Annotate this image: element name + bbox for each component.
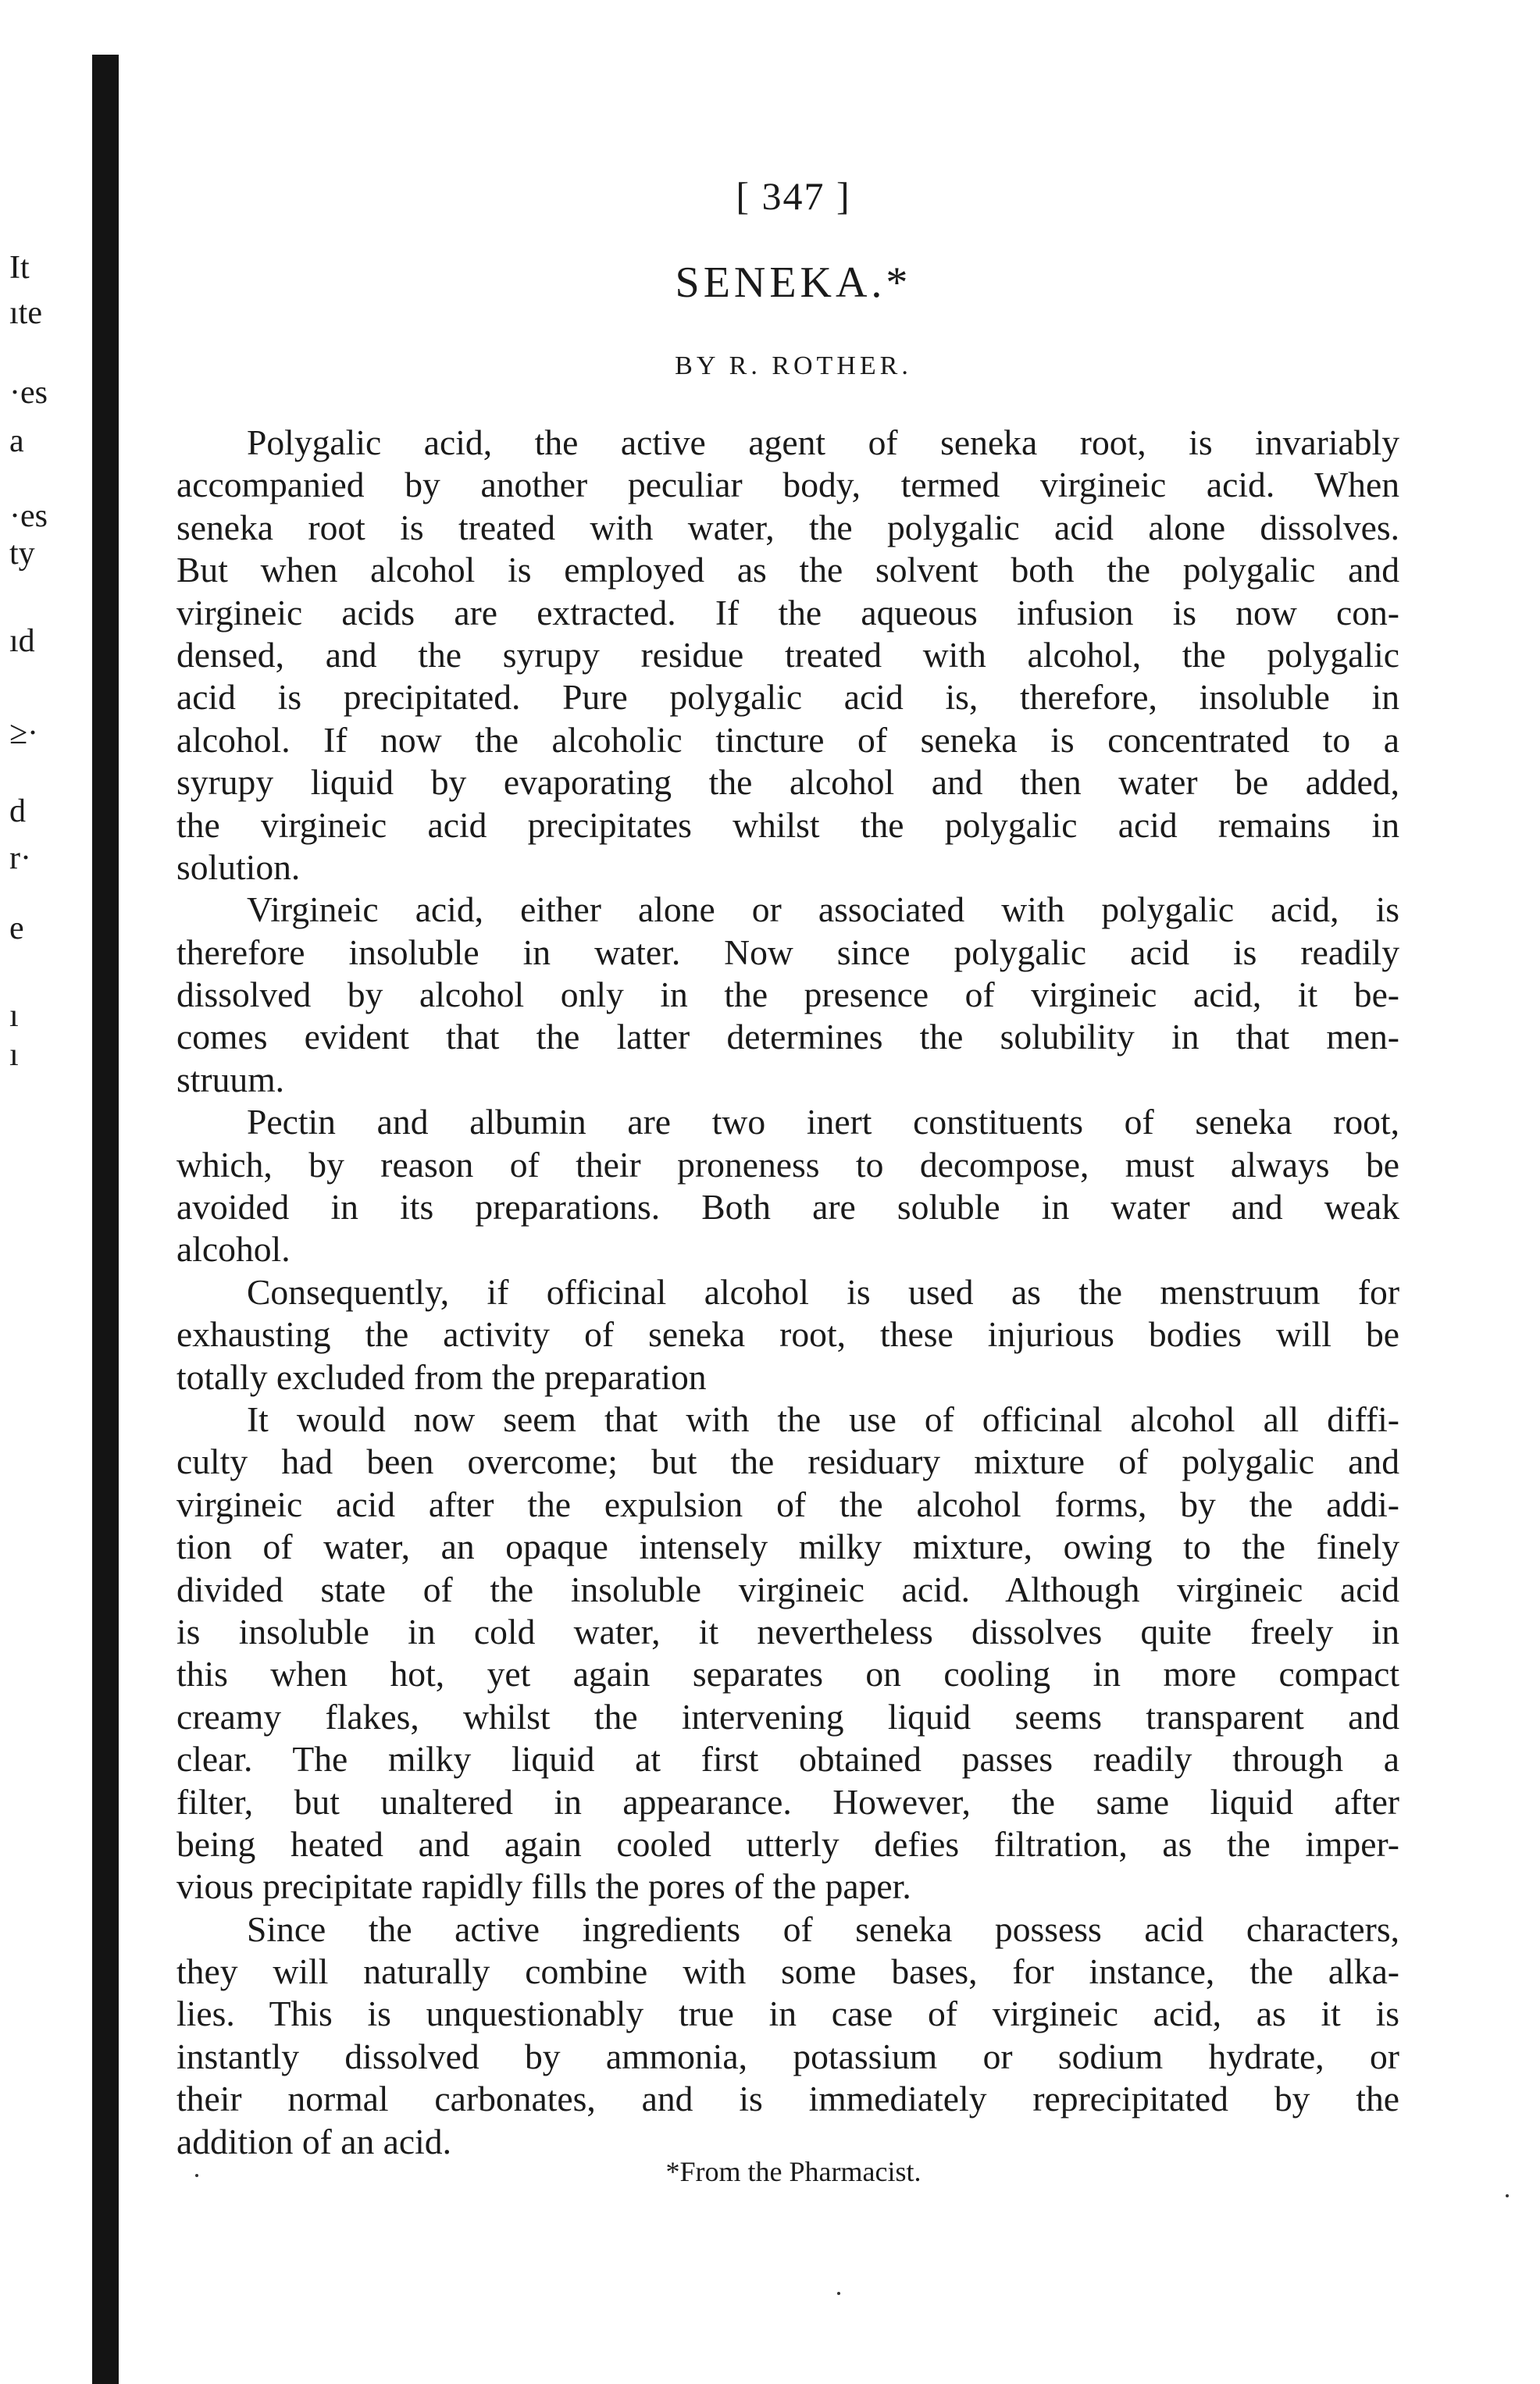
text-line: alcohol. If now the alcoholic tincture of seneka is concentrated to a [176, 719, 1399, 760]
paragraph [176, 1101, 1399, 1271]
print-speck [195, 2174, 198, 2177]
text-line: filter, but unaltered in appearance. However, the same liquid after [176, 1781, 1399, 1822]
text-line: solution. [176, 846, 301, 887]
text-line: virgineic acid after the expulsion of the alcohol forms, by the addi- [176, 1484, 1399, 1524]
text-line: dissolved by alcohol only in the presence of virgineic acid, it be- [176, 975, 1399, 1015]
text-line: being heated and again cooled utterly defies filtration, as the imper- [176, 1823, 1399, 1864]
text-line: It would now seem that with the use of officinal alcohol all diffi- [247, 1399, 1399, 1439]
text-line: addition of an acid. [176, 2121, 451, 2161]
text-line: this when hot, yet again separates on cooling in more compact [176, 1654, 1399, 1694]
binding-gutter [92, 55, 119, 2384]
text-line: they will naturally combine with some bases, for instance, the alka- [176, 1951, 1399, 1992]
text-line: Virgineic acid, either alone or associated with polygalic acid, is [247, 889, 1399, 930]
print-speck [837, 2292, 840, 2295]
text-line: acid is precipitated. Pure polygalic acid is, therefore, insoluble in [176, 677, 1399, 718]
margin-fragment: ıte [9, 295, 42, 331]
text-line: Pectin and albumin are two inert constituents of seneka root, [247, 1102, 1399, 1142]
text-line: clear. The milky liquid at first obtained passes readily through a [176, 1739, 1399, 1780]
margin-fragment: r· [9, 840, 31, 876]
paragraph [176, 1908, 1399, 2163]
margin-fragment: ty [9, 536, 35, 572]
text-line: comes evident that the latter determines the solubility in that men- [176, 1017, 1399, 1057]
text-line: accompanied by another peculiar body, termed virgineic acid. When [176, 465, 1399, 505]
margin-fragment: e [9, 910, 24, 946]
paragraph [176, 1271, 1399, 1399]
byline: BY R. ROTHER. [675, 351, 912, 380]
text-line: Polygalic acid, the active agent of seneka root, is invariably [247, 422, 1399, 462]
article-body [176, 422, 1399, 2163]
margin-fragment: ≥· [9, 715, 39, 751]
text-line: syrupy liquid by evaporating the alcohol and then water be added, [176, 762, 1399, 803]
text-line: densed, and the syrupy residue treated with alcohol, the polygalic [176, 634, 1399, 675]
margin-fragment: ı [9, 998, 19, 1034]
paragraph [176, 889, 1399, 1101]
footnote: *From the Pharmacist. [665, 2156, 922, 2187]
text-line: their normal carbonates, and is immediately reprecipitated by the [176, 2079, 1399, 2119]
margin-fragment: ·es [9, 498, 48, 534]
text-line: struum. [176, 1059, 285, 1099]
text-line: which, by reason of their proneness to decompose, must always be [176, 1144, 1399, 1185]
text-line: alcohol. [176, 1229, 291, 1270]
margin-fragment: It [9, 250, 30, 286]
text-line: totally excluded from the preparation [176, 1356, 707, 1397]
text-line: instantly dissolved by ammonia, potassium or sodium hydrate, or [176, 2036, 1399, 2076]
paragraph [176, 1399, 1399, 1908]
margin-fragment: ıd [9, 623, 35, 659]
paragraph [176, 422, 1399, 889]
print-speck [1506, 2194, 1509, 2197]
margin-fragment: d [9, 793, 26, 829]
text-line: Since the active ingredients of seneka possess acid characters, [247, 1908, 1399, 1949]
text-line: lies. This is unquestionably true in case of virgineic acid, as it is [176, 1994, 1399, 2034]
text-line: creamy flakes, whilst the intervening liquid seems transparent and [176, 1696, 1399, 1737]
margin-fragment: ·es [9, 375, 48, 411]
text-line: therefore insoluble in water. Now since polygalic acid is readily [176, 932, 1399, 972]
text-line: the virgineic acid precipitates whilst the polygalic acid remains in [176, 804, 1399, 845]
article-title: SENEKA.* [675, 258, 912, 307]
text-line: vious precipitate rapidly fills the pores of the paper. [176, 1866, 911, 1907]
text-line: But when alcohol is employed as the solvent both the polygalic and [176, 550, 1399, 590]
margin-fragment: a [9, 423, 24, 459]
text-line: virgineic acids are extracted. If the aqueous infusion is now con- [176, 592, 1399, 633]
text-line: exhausting the activity of seneka root, these injurious bodies will be [176, 1314, 1399, 1355]
page-number: [ 347 ] [736, 174, 851, 218]
margin-fragment: ı [9, 1037, 19, 1073]
text-line: Consequently, if officinal alcohol is used as the menstruum for [247, 1271, 1399, 1312]
text-line: avoided in its preparations. Both are soluble in water and weak [176, 1187, 1399, 1228]
text-line: seneka root is treated with water, the polygalic acid alone dissolves. [176, 507, 1399, 547]
text-line: divided state of the insoluble virgineic acid. Although virgineic acid [176, 1569, 1399, 1609]
text-line: culty had been overcome; but the residuary mixture of polygalic and [176, 1441, 1399, 1482]
text-line: tion of water, an opaque intensely milky mixture, owing to the finely [176, 1527, 1399, 1567]
text-line: is insoluble in cold water, it nevertheless dissolves quite freely in [176, 1611, 1399, 1652]
